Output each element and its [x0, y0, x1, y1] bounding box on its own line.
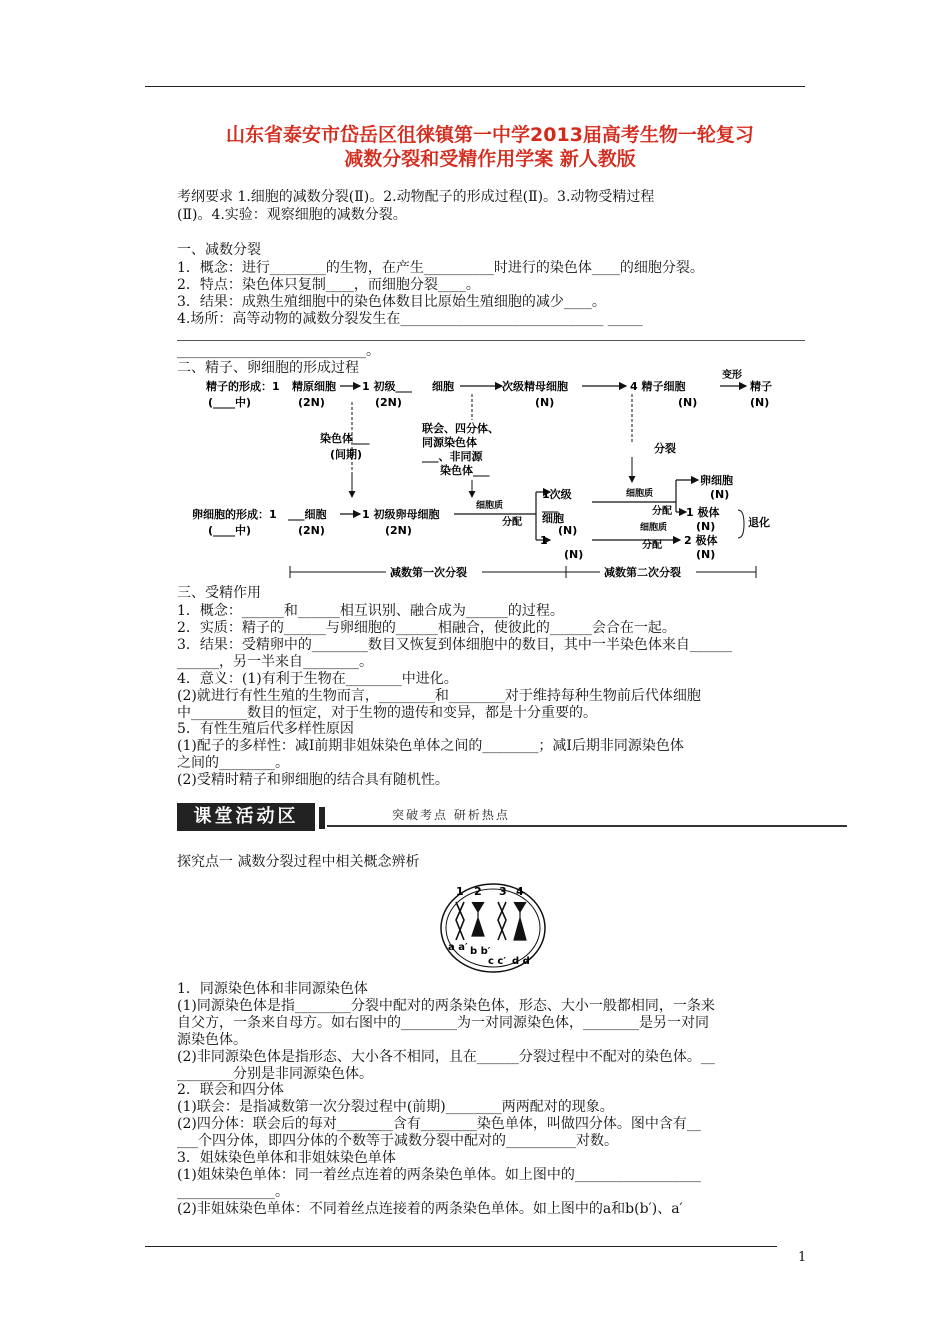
doc-title-line1: 山东省泰安市岱岳区徂徕镇第一中学2013届高考生物一轮复习 [226, 124, 754, 146]
division-label: 分裂 [654, 442, 676, 455]
footer-rule [145, 1246, 777, 1247]
text-line: 中________数目的恒定，对于生物的遗传和变异，都是十分重要的。 [177, 705, 597, 721]
sperm-row-label: 精子的形成：1 [206, 380, 280, 393]
text-line: 2．联会和四分体 [177, 1082, 284, 1098]
divide-label: 分配 [502, 517, 522, 528]
section-heading: 一、减数分裂 [177, 242, 261, 258]
text-line: ___个四分体，即四分体的个数等于减数分裂中配对的__________对数。 [177, 1133, 618, 1149]
text-line: (1)同源染色体是指________分裂中配对的两条染色体，形态、大小一般都相同，一条来 [177, 998, 715, 1014]
spermatids: 4 精子细胞 [630, 380, 686, 393]
egg-row-label: 卵细胞的形成：1 [192, 508, 277, 521]
chromosome-cell-figure [438, 878, 548, 974]
n-label: (N) [564, 548, 584, 561]
text-line: 4.场所：高等动物的减数分裂发生在_____________________________ _____ [177, 311, 643, 327]
n-label: (N) [750, 396, 770, 409]
synapsis-text: 染色体___ [440, 464, 490, 477]
secondary-oocyte: 1次级 [542, 488, 572, 501]
n-label: (2N) [298, 524, 325, 537]
chromosome-number: 3 [499, 885, 507, 898]
text-line: 3．结果：成熟生殖细胞中的染色体数目比原始生殖细胞的减少____。 [177, 294, 606, 310]
section-heading: 二、精子、卵细胞的形成过程 [177, 360, 359, 376]
text-line: (2)非姐妹染色单体：不同着丝点连接着的两条染色单体。如上图中的a和b(b′)、a′ [177, 1201, 683, 1217]
sperm-place: (____中) [208, 396, 252, 409]
polar-body-1: 1 极体 [686, 506, 720, 519]
chromatid-label: a a′ [448, 942, 468, 953]
explore-heading: 探究点一 减数分裂过程中相关概念辨析 [177, 854, 420, 870]
spermatogonium: 精原细胞 [292, 380, 336, 393]
intro-line: (Ⅱ)。4.实验：观察细胞的减数分裂。 [177, 207, 407, 223]
cytoplasm-label: 细胞质 [640, 523, 668, 533]
text-line: 1．同源染色体和非同源染色体 [177, 981, 368, 997]
answer-rule [177, 340, 805, 341]
section-banner [177, 803, 849, 833]
text-line: 2．特点：染色体只复制____，而细胞分裂____。 [177, 277, 480, 293]
intro-line: 考纲要求 1.细胞的减数分裂(Ⅱ)。2.动物配子的形成过程(Ⅱ)。3.动物受精过程 [177, 189, 655, 205]
n-label: (N) [535, 396, 555, 409]
chromosome-number: 2 [474, 885, 482, 898]
chromatid-label: d d′ [512, 956, 533, 967]
text-line: (1)联会：是指减数第一次分裂过程中(前期)________两两配对的现象。 [177, 1099, 614, 1115]
synapsis-text: ___、非同源 [422, 450, 483, 463]
cytoplasm-label: 细胞质 [626, 489, 654, 499]
text-line: ___________________________。 [177, 343, 380, 359]
cytoplasm-label: 细胞质 [476, 501, 504, 511]
banner-title: 课堂活动区 [177, 803, 315, 831]
oogonium: ___细胞 [288, 508, 327, 521]
meiosis-1-label: 减数第一次分裂 [390, 566, 467, 579]
interphase-label: (间期) [330, 448, 363, 461]
secondary-oocyte: 细胞 [542, 512, 564, 525]
secondary-oocyte: ___ [542, 500, 559, 513]
doc-title-line2: 减数分裂和受精作用学案 新人教版 [344, 148, 636, 170]
text-line: ______，另一半来自________。 [177, 654, 373, 670]
divide-label: 分配 [652, 506, 672, 517]
chromosome-number: 4 [516, 885, 524, 898]
degenerate-label: 退化 [748, 516, 770, 529]
page-number: 1 [798, 1250, 807, 1265]
text-line: 5．有性生殖后代多样性原因 [177, 721, 354, 737]
text-line: 2．实质：精子的______与卵细胞的______相融合，使彼此的______会合在一起。 [177, 620, 676, 636]
chromatid-label: c c′ [488, 956, 506, 967]
chromosome-replication: 染色体___ [320, 432, 370, 445]
egg-place: (____中) [208, 524, 252, 537]
polar-body-2: 2 极体 [684, 534, 718, 547]
n-label: (2N) [385, 524, 412, 537]
synapsis-text: 同源染色体 [422, 436, 477, 449]
header-rule [145, 86, 805, 87]
text-line: 源染色体。 [177, 1032, 247, 1048]
text-line: 1．概念：______和______相互识别、融合成为______的过程。 [177, 603, 564, 619]
section-heading: 三、受精作用 [177, 585, 261, 601]
text-line: (2)受精时精子和卵细胞的结合具有随机性。 [177, 772, 449, 788]
text-line: (2)非同源染色体是指形态、大小各不相同，且在______分裂过程中不配对的染色体。__ [177, 1049, 715, 1065]
primary-oocyte: 1 初级卵母细胞 [362, 508, 440, 521]
text-line: ______________。 [177, 1184, 289, 1200]
secondary-spermatocyte: 次级精母细胞 [502, 380, 568, 393]
sperm-label: 精子 [750, 380, 772, 393]
text-line: (1)配子的多样性：减Ⅰ前期非姐妹染色单体之间的________；减Ⅰ后期非同源染色体 [177, 738, 684, 754]
text-line: 4．意义：(1)有利于生物在________中进化。 [177, 671, 458, 687]
n-label: (N) [696, 520, 716, 533]
text-line: (2)就进行有性生殖的生物而言，________和________对于维持每种生物前后代体细胞 [177, 688, 701, 704]
egg-label: 卵细胞 [700, 474, 733, 487]
first-polar-body: 1 [540, 534, 548, 547]
text-line: ________分别是非同源染色体。 [177, 1066, 373, 1082]
text-line: (2)四分体：联会后的每对________含有________染色单体，叫做四分体。图中含有__ [177, 1116, 701, 1132]
gamete-formation-diagram [190, 370, 772, 582]
n-label: (N) [558, 524, 578, 537]
n-label: (2N) [298, 396, 325, 409]
n-label: (N) [678, 396, 698, 409]
chromosome-number: 1 [456, 885, 464, 898]
chromatid-label: b b′ [470, 946, 491, 957]
text-line: 3．姐妹染色单体和非姐妹染色单体 [177, 1150, 396, 1166]
primary-spermatocyte: 1 初级___ [362, 380, 412, 393]
meiosis-2-label: 减数第二次分裂 [604, 566, 681, 579]
n-label: (2N) [375, 396, 402, 409]
n-label: (N) [710, 488, 730, 501]
banner-subtitle: 突破考点 研析热点 [392, 808, 510, 822]
synapsis-text: 联会、四分体、 [422, 422, 499, 435]
divide-label: 分配 [642, 540, 662, 551]
transform-label: 变形 [722, 370, 742, 381]
text-line: 1．概念：进行________的生物，在产生__________时进行的染色体____的细胞分裂。 [177, 260, 704, 276]
n-label: (N) [696, 548, 716, 561]
text-line: 之间的________。 [177, 755, 289, 771]
text-line: 自父方，一条来自母方。如右图中的________为一对同源染色体，________是另一对同 [177, 1015, 709, 1031]
cell-word: 细胞 [432, 380, 454, 393]
text-line: (1)姐妹染色单体：同一着丝点连着的两条染色单体。如上图中的__________________ [177, 1167, 701, 1183]
text-line: 3．结果：受精卵中的________数目又恢复到体细胞中的数目，其中一半染色体来自______ [177, 637, 732, 653]
